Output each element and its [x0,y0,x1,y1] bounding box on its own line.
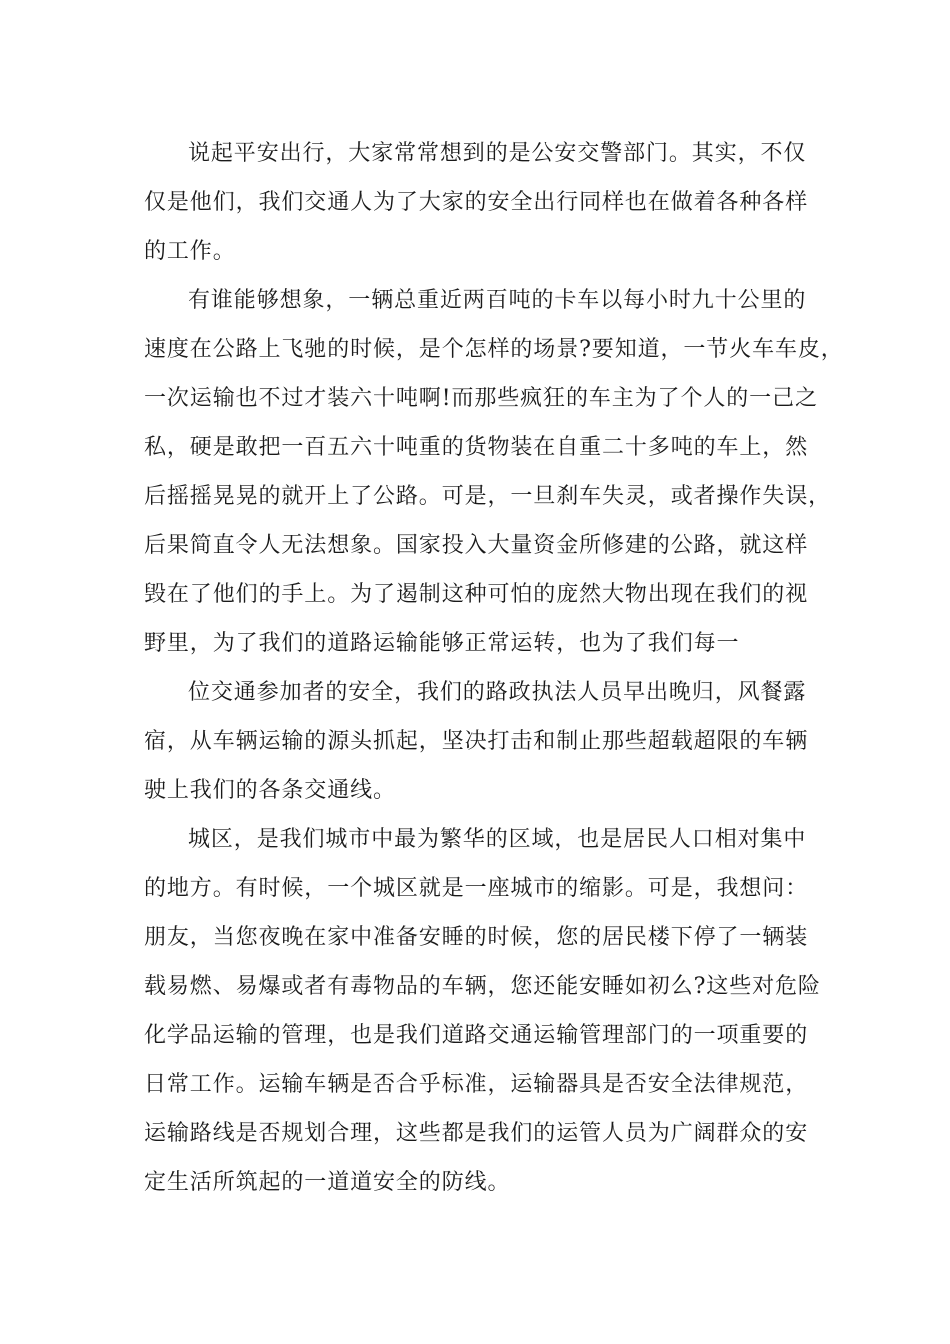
paragraph-line: 速度在公路上飞驰的时候，是个怎样的场景?要知道，一节火车车皮， [144,337,844,362]
paragraph-line: 后摇摇晃晃的就开上了公路。可是，一旦刹车失灵，或者操作失误， [144,484,832,509]
paragraph-line: 的工作。 [144,239,236,264]
paragraph-1 [144,129,816,276]
paragraph-line: 仅是他们，我们交通人为了大家的安全出行同样也在做着各种各样 [144,190,809,215]
paragraph-line: 日常工作。运输车辆是否合乎标准，运输器具是否安全法律规范， [144,1072,809,1097]
document-body [144,129,844,1207]
paragraph-line: 私，硬是敢把一百五六十吨重的货物装在自重二十多吨的车上，然 [144,435,809,460]
paragraph-line: 运输路线是否规划合理，这些都是我们的运管人员为广阔群众的安 [144,1121,809,1146]
paragraph-line: 后果简直令人无法想象。国家投入大量资金所修建的公路，就这样 [144,533,809,558]
paragraph-line: 野里，为了我们的道路运输能够正常运转，也为了我们每一 [144,631,740,656]
paragraph-line: 化学品运输的管理，也是我们道路交通运输管理部门的一项重要的 [144,1023,809,1048]
paragraph-2 [144,276,844,668]
paragraph-line: 一次运输也不过才装六十吨啊!而那些疯狂的车主为了个人的一己之 [144,386,818,411]
paragraph-line: 位交通参加者的安全，我们的路政执法人员早出晚归，风餐露 [188,680,807,705]
paragraph-line: 驶上我们的各条交通线。 [144,778,396,803]
paragraph-line: 毁在了他们的手上。为了遏制这种可怕的庞然大物出现在我们的视 [144,582,809,607]
paragraph-line: 说起平安出行，大家常常想到的是公安交警部门。其实，不仅 [188,141,807,166]
paragraph-3 [144,668,816,815]
paragraph-line: 朋友，当您夜晚在家中准备安睡的时候，您的居民楼下停了一辆装 [144,925,809,950]
paragraph-line: 有谁能够想象，一辆总重近两百吨的卡车以每小时九十公里的 [188,288,807,313]
paragraph-line: 的地方。有时候，一个城区就是一座城市的缩影。可是，我想问： [144,876,809,901]
paragraph-line: 宿，从车辆运输的源头抓起，坚决打击和制止那些超载超限的车辆 [144,729,809,754]
paragraph-line: 载易燃、易爆或者有毒物品的车辆，您还能安睡如初么?这些对危险 [144,974,821,999]
paragraph-4 [144,815,821,1207]
paragraph-line: 定生活所筑起的一道道安全的防线。 [144,1170,511,1195]
paragraph-line: 城区，是我们城市中最为繁华的区域，也是居民人口相对集中 [188,827,807,852]
